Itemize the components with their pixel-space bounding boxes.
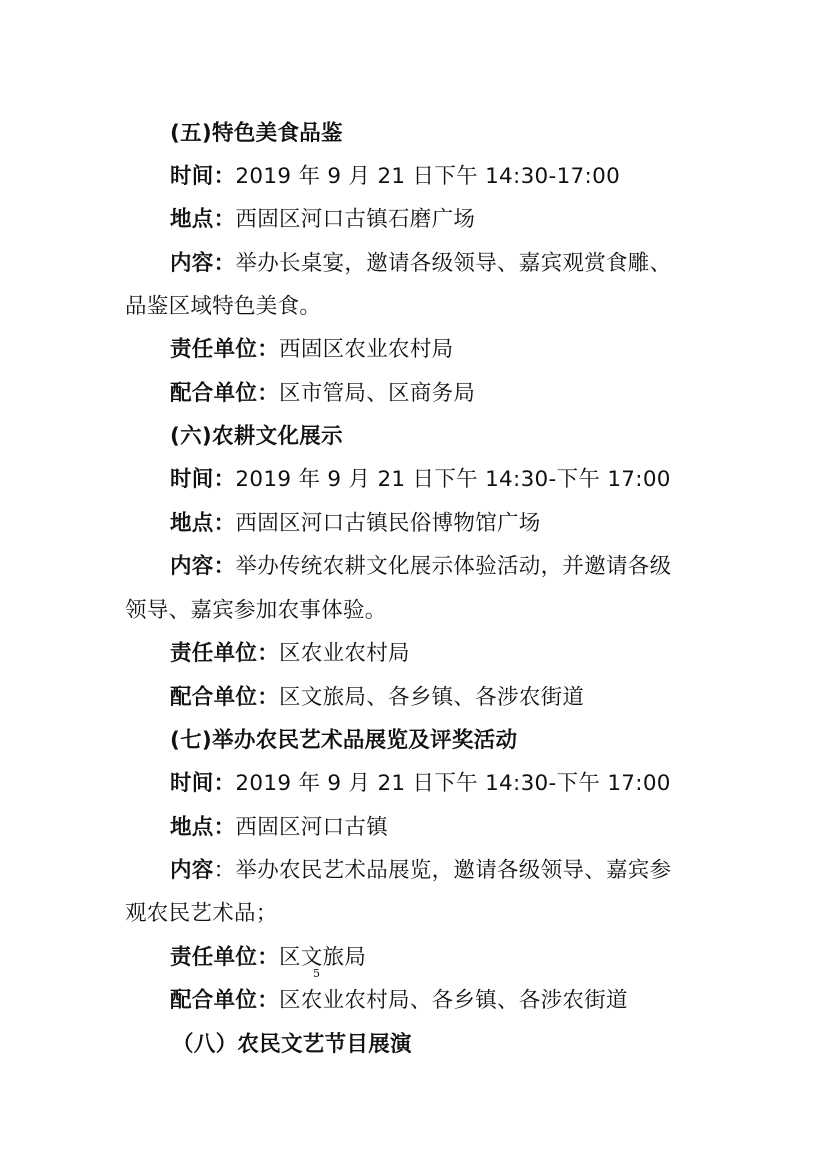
time-value: 2019 年 9 月 21 日下午 14:30-下午 17:00: [235, 771, 671, 796]
section-heading-5: (五)特色美食品鉴: [170, 121, 343, 146]
cooperating-value: 区农业农村局、各乡镇、各涉农街道: [279, 988, 628, 1013]
time-row: [170, 163, 620, 191]
content-text: 举办长桌宴，邀请各级领导、嘉宾观赏食雕、: [235, 251, 672, 276]
content-continuation: 品鉴区域特色美食。: [125, 294, 322, 319]
time-label: 时间：: [170, 467, 236, 492]
time-value: 2019 年 9 月 21 日下午 14:30-下午 17:00: [235, 467, 671, 492]
content-continuation: 领导、嘉宾参加农事体验。: [125, 598, 387, 623]
cooperating-value: 区文旅局、各乡镇、各涉农街道: [279, 685, 585, 710]
content-text: 举办传统农耕文化展示体验活动，并邀请各级: [235, 554, 672, 579]
content-row: [170, 250, 671, 278]
page-number: 5: [313, 967, 320, 980]
place-label: 地点：: [170, 511, 236, 536]
place-value: 西固区河口古镇民俗博物馆广场: [235, 511, 541, 536]
responsible-row: [170, 640, 410, 668]
content-label: 内容：: [170, 554, 236, 579]
content-row: [170, 857, 671, 885]
content-label: 内容：: [170, 251, 236, 276]
section-heading-7: (七)举办农民艺术品展览及评奖活动: [170, 728, 518, 753]
cooperating-label: 配合单位：: [170, 988, 280, 1013]
place-row: [170, 510, 541, 538]
responsible-label: 责任单位：: [170, 337, 280, 362]
cooperating-row: [170, 684, 584, 712]
responsible-label: 责任单位：: [170, 641, 280, 666]
content-text: ：举办农民艺术品展览，邀请各级领导、嘉宾参: [213, 858, 672, 883]
place-row: [170, 206, 475, 234]
section-heading-6: (六)农耕文化展示: [170, 424, 343, 449]
place-value: 西固区河口古镇石磨广场: [235, 207, 476, 232]
responsible-label: 责任单位：: [170, 945, 280, 970]
responsible-value: 区农业农村局: [279, 641, 410, 666]
time-row: [170, 466, 671, 494]
responsible-row: [170, 336, 453, 364]
time-label: 时间：: [170, 164, 236, 189]
content-continuation: 观农民艺术品；: [125, 901, 278, 926]
cooperating-value: 区市管局、区商务局: [279, 381, 476, 406]
cooperating-label: 配合单位：: [170, 381, 280, 406]
place-label: 地点：: [170, 207, 236, 232]
place-value: 西固区河口古镇: [235, 815, 389, 840]
cooperating-row: [170, 380, 475, 408]
place-row: [170, 814, 388, 842]
content-row: [170, 553, 671, 581]
responsible-value: 西固区农业农村局: [279, 337, 454, 362]
cooperating-label: 配合单位：: [170, 685, 280, 710]
time-row: [170, 770, 671, 798]
responsible-row: [170, 944, 366, 972]
time-value: 2019 年 9 月 21 日下午 14:30-17:00: [235, 164, 621, 189]
time-label: 时间：: [170, 771, 236, 796]
section-heading-8: （八）农民文艺节目展演: [172, 1032, 412, 1057]
place-label: 地点：: [170, 815, 236, 840]
responsible-value: 区文旅局: [279, 945, 367, 970]
cooperating-row: [170, 987, 628, 1015]
content-label: 内容: [170, 858, 214, 883]
